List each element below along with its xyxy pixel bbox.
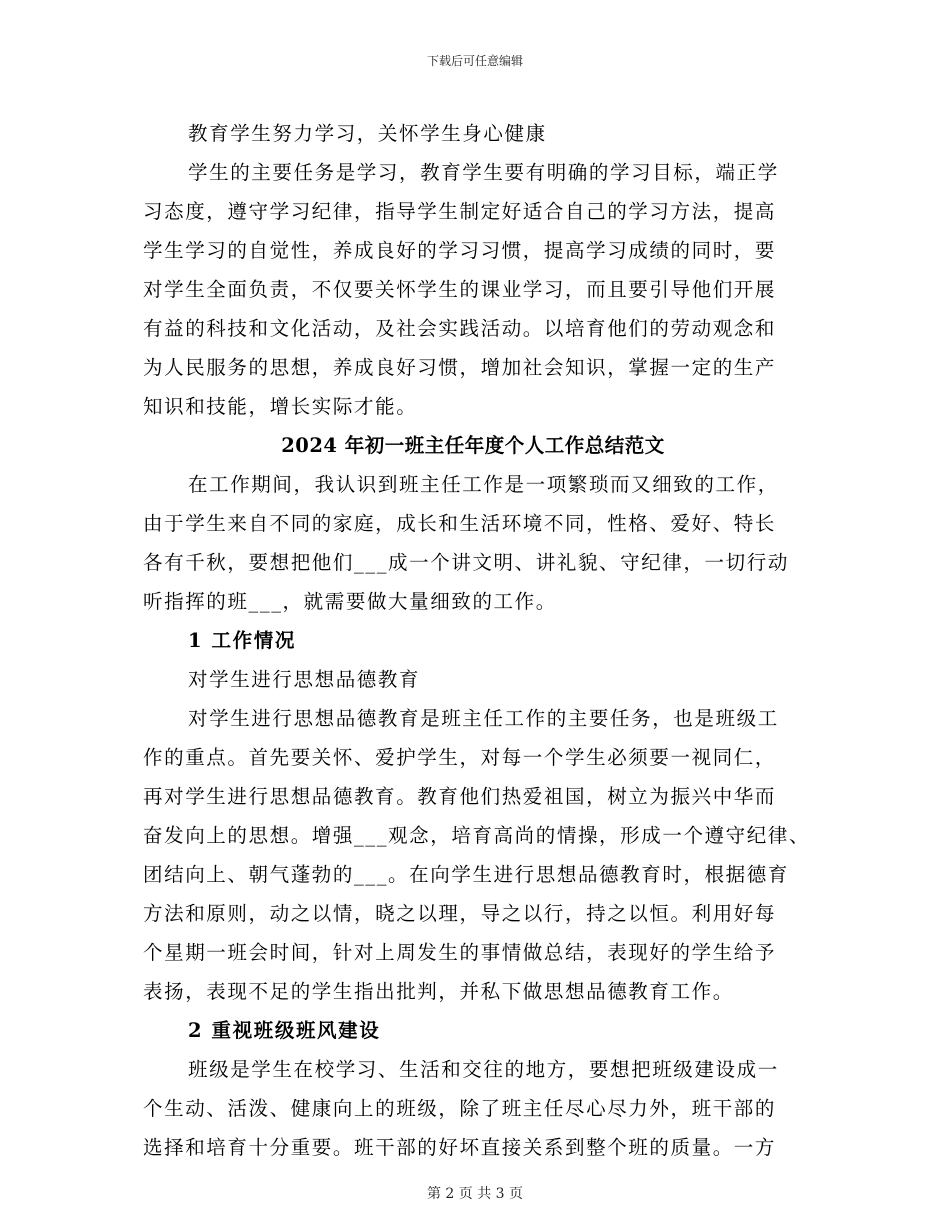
page-footer: 第 2 页 共 3 页	[426, 1186, 524, 1202]
document-title: 2024 年初一班主任年度个人工作总结范文	[281, 434, 665, 457]
paragraph-line: 奋发向上的思想。增强___观念，培育高尚的情操，形成一个遵守纪律、	[143, 824, 811, 847]
paragraph-line: 对学生全面负责，不仅要关怀学生的课业学习，而且要引导他们开展	[143, 278, 777, 301]
paragraph-line: 习态度，遵守学习纪律，指导学生制定好适合自己的学习方法，提高	[143, 200, 777, 223]
paragraph-line: 有益的科技和文化活动，及社会实践活动。以培育他们的劳动观念和	[143, 317, 777, 340]
paragraph-line: 在工作期间，我认识到班主任工作是一项繁琐而又细致的工作，	[188, 473, 779, 496]
paragraph-line: 个星期一班会时间，针对上周发生的事情做总结，表现好的学生给予	[143, 941, 777, 964]
paragraph-line: 团结向上、朝气蓬勃的___。在向学生进行思想品德教育时，根据德育	[143, 863, 789, 886]
paragraph-line: 学生学习的自觉性，养成良好的学习习惯，提高学习成绩的同时，要	[143, 239, 777, 262]
paragraph-line: 班级是学生在校学习、生活和交往的地方，要想把班级建设成一	[188, 1058, 779, 1081]
paragraph-line: 作的重点。首先要关怀、爱护学生，对每一个学生必须要一视同仁，	[143, 746, 777, 769]
paragraph-line: 各有千秋，要想把他们___成一个讲文明、讲礼貌、守纪律，一切行动	[143, 551, 789, 574]
paragraph-line: 表扬，表现不足的学生指出批判，并私下做思想品德教育工作。	[143, 980, 734, 1003]
paragraph-line: 选择和培育十分重要。班干部的好坏直接关系到整个班的质量。一方	[143, 1136, 777, 1159]
section-heading: 2 重视班级班风建设	[188, 1019, 381, 1042]
paragraph-line: 知识和技能，增长实际才能。	[143, 395, 418, 418]
subsection-heading: 对学生进行思想品德教育	[188, 668, 421, 691]
section-heading: 1 工作情况	[188, 629, 296, 652]
paragraph-line: 对学生进行思想品德教育是班主任工作的主要任务，也是班级工	[188, 707, 779, 730]
document-body	[143, 114, 811, 1167]
paragraph-line: 学生的主要任务是学习，教育学生要有明确的学习目标，端正学	[188, 161, 779, 184]
paragraph-line: 听指挥的班___，就需要做大量细致的工作。	[143, 590, 557, 613]
paragraph-line: 再对学生进行思想品德教育。教育他们热爱祖国，树立为振兴中华而	[143, 785, 777, 808]
paragraph-line: 由于学生来自不同的家庭，成长和生活环境不同，性格、爱好、特长	[143, 512, 777, 535]
paragraph-line: 方法和原则，动之以情，晓之以理，导之以行，持之以恒。利用好每	[143, 902, 777, 925]
page-header: 下载后可任意编辑	[426, 54, 523, 68]
paragraph-line: 个生动、活泼、健康向上的班级，除了班主任尽心尽力外，班干部的	[143, 1097, 777, 1120]
paragraph-line: 教育学生努力学习，关怀学生身心健康	[188, 122, 547, 145]
paragraph-line: 为人民服务的思想，养成良好习惯，增加社会知识，掌握一定的生产	[143, 356, 777, 379]
